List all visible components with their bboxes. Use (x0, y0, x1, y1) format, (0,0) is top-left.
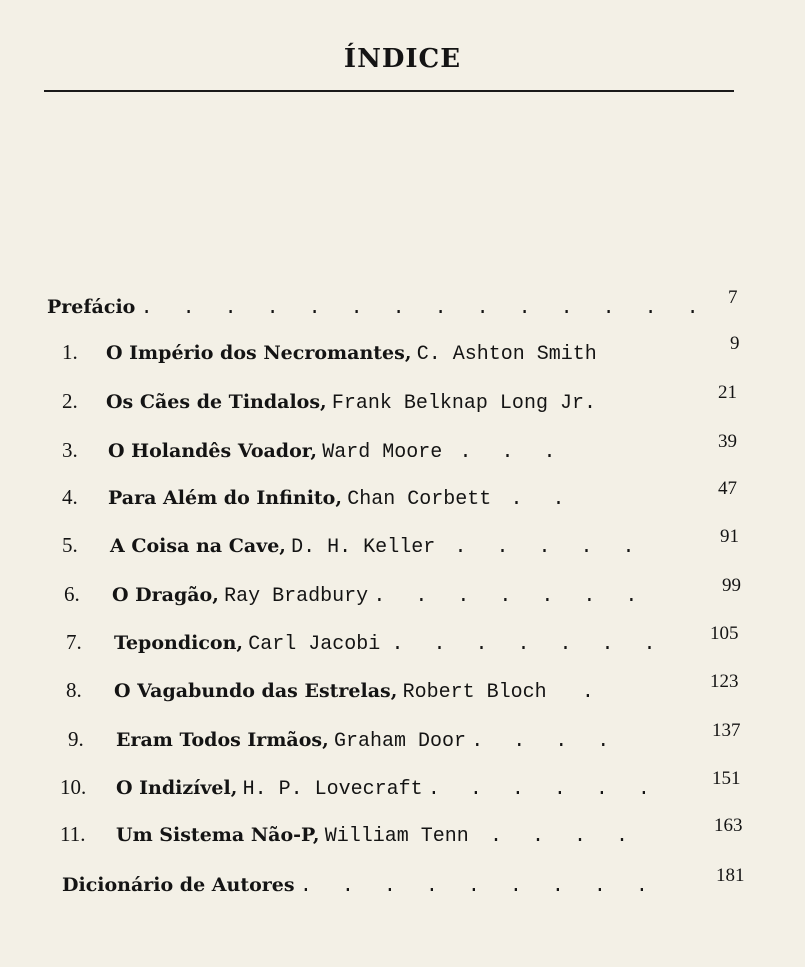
page-number: 39 (718, 431, 737, 452)
entry-author: William Tenn (324, 825, 469, 848)
page-number: 9 (730, 333, 740, 354)
dot-leader: . . . . . . . . . . . . . . (140, 297, 708, 320)
entry-title: Dicionário de Autores (62, 874, 295, 896)
page-title: ÍNDICE (343, 44, 462, 74)
toc-entry-text (106, 332, 597, 375)
toc-entry (62, 381, 752, 421)
toc-entry (62, 525, 752, 565)
entry-number: 2. (62, 389, 78, 413)
toc-entry-text (116, 719, 618, 762)
toc-entry-text (116, 814, 637, 857)
entry-title: A Coisa na Cave, (110, 535, 286, 557)
entry-author: Carl Jacobi (248, 633, 381, 656)
toc-entry-text (108, 477, 574, 520)
page-number: 47 (718, 478, 737, 499)
entry-title: O Vagabundo das Estrelas, (114, 680, 398, 702)
dot-leader: . . . . (490, 825, 638, 848)
entry-title: Para Além do Infinito, (108, 487, 342, 509)
toc-entry (66, 670, 756, 710)
dot-leader: . . . . . . . (373, 585, 647, 608)
dot-leader: . . . . . (454, 536, 644, 559)
toc-entry (66, 622, 756, 662)
entry-author: Chan Corbett (347, 488, 492, 511)
entry-title: Os Cães de Tindalos, (106, 391, 327, 413)
entry-author: D. H. Keller (291, 536, 436, 559)
toc-entry (62, 430, 752, 470)
title-rule (44, 90, 734, 92)
toc-entry (60, 814, 760, 854)
entry-author: Robert Bloch (402, 681, 547, 704)
dot-leader: . . . . . . (427, 778, 659, 801)
page-number: 99 (722, 575, 741, 596)
entry-author: Frank Belknap Long Jr. (331, 392, 596, 415)
toc-entry (62, 332, 752, 372)
page-number: 21 (718, 382, 737, 403)
page-number: 181 (716, 865, 745, 886)
entry-author: Ray Bradbury (224, 585, 369, 608)
entry-title: O Dragão, (112, 584, 219, 606)
entry-number: 5. (62, 533, 78, 557)
page-number: 163 (714, 815, 743, 836)
page-number: 105 (710, 623, 739, 644)
dot-leader: . . . . (471, 730, 619, 753)
entry-number: 7. (66, 630, 82, 654)
entry-number: 11. (60, 822, 86, 846)
entry-number: 8. (66, 678, 82, 702)
entry-title: Um Sistema Não-P, (116, 824, 320, 846)
entry-number: 9. (68, 727, 84, 751)
entry-author: C. Ashton Smith (416, 343, 597, 366)
dot-leader: . . . . . . . (391, 633, 665, 656)
toc-entry-text (116, 767, 659, 810)
page-number: 7 (728, 287, 738, 308)
entry-title: O Indizível, (116, 777, 238, 799)
dot-leader: . . . . . . . . . (299, 875, 657, 898)
toc-entry (64, 574, 754, 614)
toc-entry-text (114, 622, 665, 665)
toc-entry-text (62, 864, 657, 907)
entry-title: Eram Todos Irmãos, (116, 729, 329, 751)
toc-entry-text (108, 430, 565, 473)
toc-entry-text (110, 525, 643, 568)
entry-number: 3. (62, 438, 78, 462)
toc-entry-text (112, 574, 646, 617)
toc-entry (62, 477, 752, 517)
dot-leader: . . . (459, 441, 565, 464)
toc-entry-text (106, 381, 596, 424)
entry-number: 1. (62, 340, 78, 364)
toc-entry-text (114, 670, 603, 713)
entry-title: Tepondicon, (114, 632, 243, 654)
entry-number: 6. (64, 582, 80, 606)
toc-entry-dictionary (62, 864, 762, 904)
entry-title: Prefácio (47, 296, 136, 318)
toc-entry-preface (47, 286, 747, 326)
entry-title: O Holandês Voador, (108, 440, 317, 462)
entry-number: 10. (60, 775, 87, 799)
entry-number: 4. (62, 485, 78, 509)
entry-title: O Império dos Necromantes, (106, 342, 412, 364)
toc-entry (68, 719, 758, 759)
page-number: 151 (712, 768, 741, 789)
page-number: 137 (712, 720, 741, 741)
page-number: 91 (720, 526, 739, 547)
entry-author: Ward Moore (322, 441, 443, 464)
entry-author: Graham Door (333, 730, 467, 753)
dot-leader: . . (510, 488, 574, 511)
toc-entry (60, 767, 760, 807)
page-number: 123 (710, 671, 739, 692)
toc-entry-text (47, 286, 708, 329)
entry-author: H. P. Lovecraft (242, 778, 423, 801)
dot-leader: . (581, 681, 603, 704)
